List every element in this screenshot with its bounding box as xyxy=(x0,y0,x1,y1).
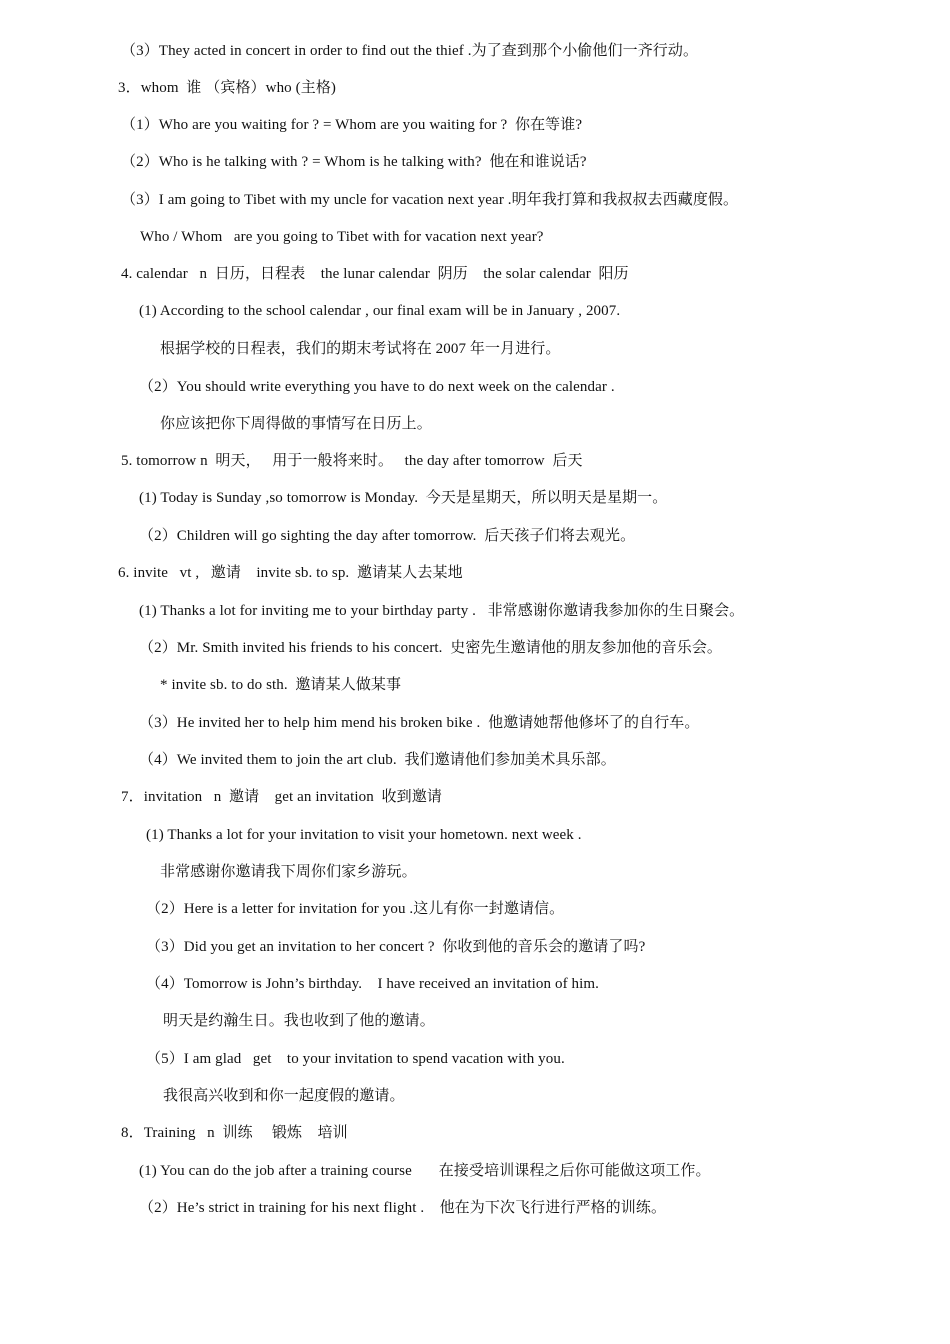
heading-calendar: 4. calendar n 日历，日程表 the lunar calendar 阴历 the solar calendar 阳历 xyxy=(121,266,629,282)
text-line: （4）Tomorrow is John’s birthday. I have received an invitation of him. xyxy=(146,976,600,992)
text-line: 你应该把你下周得做的事情写在日历上。 xyxy=(160,416,432,432)
text-line: 我很高兴收到和你一起度假的邀请。 xyxy=(163,1088,405,1104)
text-line: （5）I am glad get to your invitation to spend vacation with you. xyxy=(146,1051,565,1067)
text-line: （2）Who is he talking with ? = Whom is he talking with? 他在和谁说话? xyxy=(121,154,587,170)
text-line: （2）Mr. Smith invited his friends to his concert. 史密先生邀请他的朋友参加他的音乐会。 xyxy=(139,640,723,656)
text-line: Who / Whom are you going to Tibet with for vacation next year? xyxy=(140,229,544,245)
text-line: （3）They acted in concert in order to find out the thief .为了查到那个小偷他们一齐行动。 xyxy=(121,43,699,59)
text-line: (1) You can do the job after a training course 在接受培训课程之后你可能做这项工作。 xyxy=(139,1163,711,1179)
text-line: （3）I am going to Tibet with my uncle for vacation next year .明年我打算和我叔叔去西藏度假。 xyxy=(121,192,739,208)
text-line: （1）Who are you waiting for ? = Whom are you waiting for ? 你在等谁? xyxy=(121,117,583,133)
heading-whom: 3．whom 谁 （宾格）who (主格) xyxy=(118,80,337,96)
text-line: （3）Did you get an invitation to her concert ? 你收到他的音乐会的邀请了吗? xyxy=(146,939,646,955)
heading-tomorrow: 5. tomorrow n 明天， 用于一般将来时。 the day after tomorrow 后天 xyxy=(121,453,583,469)
text-line: 明天是约瀚生日。我也收到了他的邀请。 xyxy=(163,1013,435,1029)
text-line: （2）He’s strict in training for his next flight . 他在为下次飞行进行严格的训练。 xyxy=(139,1200,667,1216)
text-line: (1) Thanks a lot for inviting me to your birthday party . 非常感谢你邀请我参加你的生日聚会。 xyxy=(139,603,745,619)
text-line: (1) Thanks a lot for your invitation to visit your hometown. next week . xyxy=(146,827,582,843)
text-line: 根据学校的日程表，我们的期末考试将在 2007 年一月进行。 xyxy=(160,341,561,357)
text-line: (1) Today is Sunday ,so tomorrow is Monday. 今天是星期天，所以明天是星期一。 xyxy=(139,490,668,506)
text-line: （3）He invited her to help him mend his broken bike . 他邀请她帮他修坏了的自行车。 xyxy=(139,715,700,731)
text-line: （2）Here is a letter for invitation for you .这儿有你一封邀请信。 xyxy=(146,901,565,917)
heading-invite: 6. invite vt , 邀请 invite sb. to sp. 邀请某人去某地 xyxy=(118,565,463,581)
text-line: （2）Children will go sighting the day after tomorrow. 后天孩子们将去观光。 xyxy=(139,528,636,544)
text-line: （4）We invited them to join the art club. 我们邀请他们参加美术具乐部。 xyxy=(139,752,616,768)
heading-invitation: 7．invitation n 邀请 get an invitation 收到邀请 xyxy=(121,789,442,805)
text-line: (1) According to the school calendar , our final exam will be in January , 2007. xyxy=(139,303,621,319)
heading-training: 8．Training n 训练 锻炼 培训 xyxy=(121,1125,348,1141)
text-line: （2）You should write everything you have to do next week on the calendar . xyxy=(139,379,615,395)
text-line: * invite sb. to do sth. 邀请某人做某事 xyxy=(160,677,402,693)
text-line: 非常感谢你邀请我下周你们家乡游玩。 xyxy=(160,864,417,880)
